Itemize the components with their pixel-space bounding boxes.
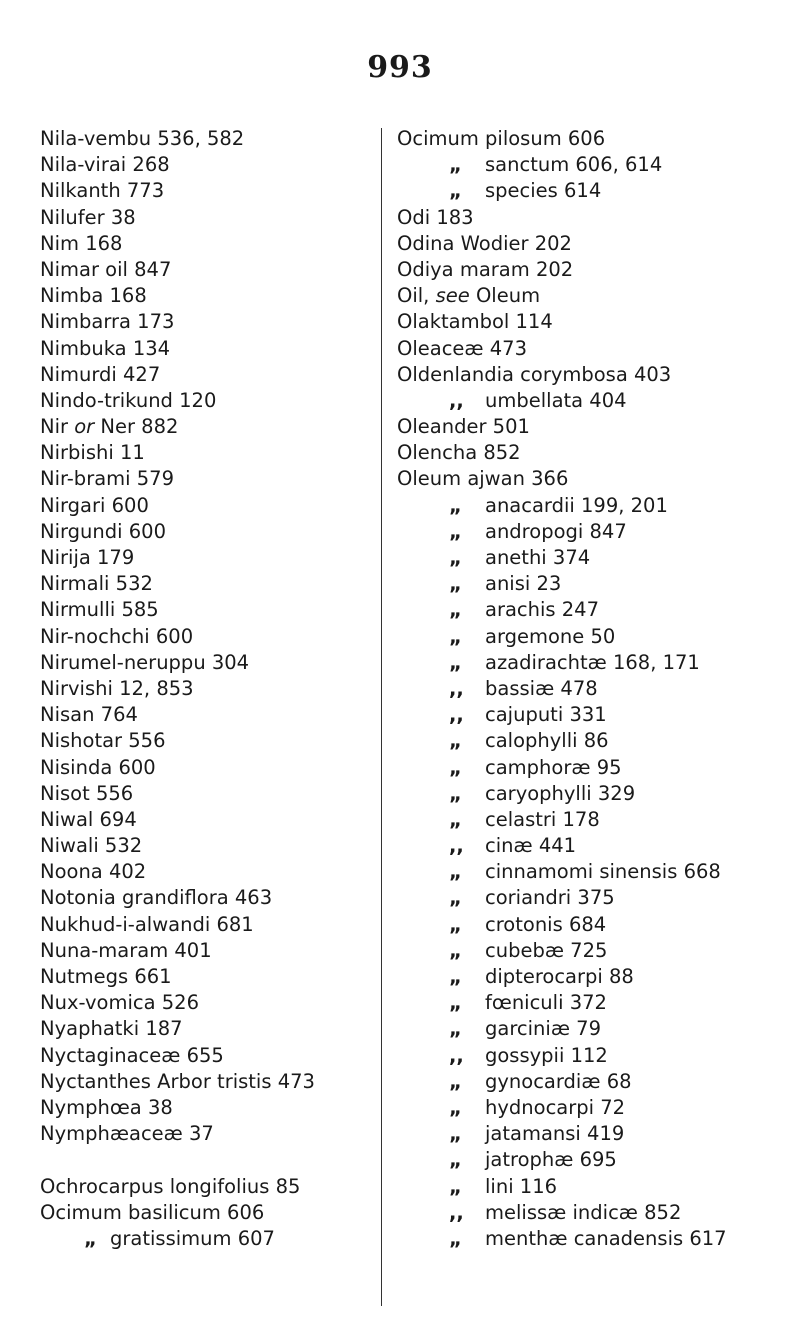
index-entry bbox=[40, 178, 380, 204]
index-entry bbox=[40, 466, 380, 492]
entry-text: Nymphæaceæ 37 bbox=[40, 1122, 214, 1146]
index-entry bbox=[40, 205, 380, 231]
entry-text: Notonia grandiflora 463 bbox=[40, 886, 273, 910]
entry-text: Nilufer 38 bbox=[40, 205, 136, 229]
ditto-mark: „ bbox=[449, 912, 462, 936]
entry-text: Nyctaginaceæ 655 bbox=[40, 1043, 224, 1067]
entry-text: Odiya maram 202 bbox=[397, 257, 574, 281]
entry-text: fœniculi 372 bbox=[485, 991, 607, 1015]
entry-text: Nim 168 bbox=[40, 231, 123, 255]
entry-text: argemone 50 bbox=[485, 624, 616, 648]
entry-text: Nirumel-neruppu 304 bbox=[40, 650, 250, 674]
entry-text: Oleaceæ 473 bbox=[397, 336, 527, 360]
index-entry bbox=[40, 702, 380, 728]
entry-text: menthæ canadensis 617 bbox=[485, 1226, 727, 1250]
index-entry bbox=[40, 1069, 380, 1095]
index-entry bbox=[397, 1174, 797, 1200]
entry-text: gratissimum 607 bbox=[110, 1226, 275, 1250]
entry-text: Nisan 764 bbox=[40, 703, 138, 727]
entry-text: melissæ indicæ 852 bbox=[485, 1200, 682, 1224]
ditto-mark: „ bbox=[449, 179, 462, 203]
entry-text: Nymphœa 38 bbox=[40, 1095, 173, 1119]
entry-text: umbellata 404 bbox=[485, 388, 627, 412]
ditto-mark: „ bbox=[449, 1148, 462, 1172]
index-entry bbox=[397, 885, 797, 911]
ditto-mark: „ bbox=[449, 519, 462, 543]
entry-text: garciniæ 79 bbox=[485, 1017, 601, 1041]
index-entry bbox=[40, 545, 380, 571]
index-entry bbox=[397, 676, 797, 702]
entry-text: celastri 178 bbox=[485, 807, 600, 831]
index-entry bbox=[397, 1226, 797, 1252]
index-entry bbox=[397, 650, 797, 676]
index-entry bbox=[40, 859, 380, 885]
index-entry bbox=[397, 545, 797, 571]
ditto-mark: ,, bbox=[449, 834, 464, 858]
entry-text: Oleum ajwan 366 bbox=[397, 467, 569, 491]
entry-text: anethi 374 bbox=[485, 546, 591, 569]
entry-text: arachis 247 bbox=[485, 598, 599, 622]
index-entry bbox=[397, 755, 797, 781]
index-entry bbox=[40, 493, 380, 519]
entry-text: cubebæ 725 bbox=[485, 938, 608, 962]
entry-text: Nimurdi 427 bbox=[40, 362, 161, 386]
ditto-mark: „ bbox=[449, 624, 462, 648]
entry-text: jatamansi 419 bbox=[485, 1122, 625, 1146]
entry-text: crotonis 684 bbox=[485, 912, 607, 936]
index-column-right bbox=[397, 126, 797, 1252]
index-entry bbox=[40, 571, 380, 597]
index-entry bbox=[40, 152, 380, 178]
entry-text: calophylli 86 bbox=[485, 729, 609, 753]
entry-text: Nimbuka 134 bbox=[40, 336, 171, 360]
entry-text: anisi 23 bbox=[485, 572, 562, 596]
column-divider bbox=[381, 128, 382, 1306]
ditto-mark: „ bbox=[449, 781, 462, 805]
index-entry bbox=[397, 519, 797, 545]
index-entry bbox=[40, 624, 380, 650]
entry-text: Nuna-maram 401 bbox=[40, 938, 212, 962]
index-entry bbox=[40, 440, 380, 466]
ditto-mark: „ bbox=[449, 886, 462, 910]
entry-text: Oil, bbox=[397, 284, 436, 308]
entry-text: Nyaphatki 187 bbox=[40, 1017, 183, 1041]
ditto-mark: „ bbox=[449, 493, 462, 517]
entry-text: anacardii 199, 201 bbox=[485, 493, 668, 517]
index-entry bbox=[397, 702, 797, 728]
ditto-mark: „ bbox=[449, 807, 462, 831]
entry-text: Nyctanthes Arbor tristis 473 bbox=[40, 1069, 315, 1093]
entry-text: jatrophæ 695 bbox=[485, 1148, 617, 1172]
index-entry bbox=[40, 126, 380, 152]
ditto-mark: „ bbox=[449, 1174, 462, 1198]
ditto-mark: ,, bbox=[449, 1200, 464, 1224]
index-entry bbox=[397, 205, 797, 231]
entry-text: hydnocarpi 72 bbox=[485, 1095, 626, 1119]
index-entry bbox=[397, 781, 797, 807]
entry-text: Nimba 168 bbox=[40, 284, 147, 308]
index-entry bbox=[40, 388, 380, 414]
entry-text: azadirachtæ 168, 171 bbox=[485, 650, 700, 674]
index-entry bbox=[40, 781, 380, 807]
ditto-mark: „ bbox=[449, 729, 462, 753]
entry-text: Nir-brami 579 bbox=[40, 467, 174, 491]
index-entry bbox=[40, 1016, 380, 1042]
entry-text: Nirgundi 600 bbox=[40, 519, 166, 543]
index-entry bbox=[40, 309, 380, 335]
index-entry bbox=[397, 126, 797, 152]
index-entry bbox=[40, 519, 380, 545]
ditto-mark: ,, bbox=[449, 388, 464, 412]
ditto-mark: „ bbox=[449, 598, 462, 622]
index-entry bbox=[40, 676, 380, 702]
entry-text: Nir bbox=[40, 415, 75, 439]
index-column-left bbox=[40, 126, 380, 1252]
ditto-mark: ,, bbox=[449, 676, 464, 700]
index-entry bbox=[397, 493, 797, 519]
index-entry bbox=[397, 440, 797, 466]
entry-text: Odina Wodier 202 bbox=[397, 231, 572, 255]
index-entry bbox=[397, 1016, 797, 1042]
entry-text: Nilkanth 773 bbox=[40, 179, 165, 203]
entry-text: Nisot 556 bbox=[40, 781, 134, 805]
index-entry bbox=[40, 231, 380, 257]
entry-text: Nirija 179 bbox=[40, 546, 135, 569]
entry-text: Ocimum basilicum 606 bbox=[40, 1200, 265, 1224]
entry-text: Nutmegs 661 bbox=[40, 965, 172, 988]
entry-text: Noona 402 bbox=[40, 860, 147, 884]
index-entry bbox=[40, 336, 380, 362]
index-entry bbox=[40, 1095, 380, 1121]
ditto-mark: „ bbox=[449, 572, 462, 596]
index-entry bbox=[397, 152, 797, 178]
ditto-mark: „ bbox=[449, 860, 462, 884]
index-entry bbox=[40, 755, 380, 781]
index-entry bbox=[40, 414, 380, 440]
entry-italic-text: see bbox=[435, 284, 470, 308]
entry-text: Nirmulli 585 bbox=[40, 598, 159, 622]
entry-text: Nux-vomica 526 bbox=[40, 991, 199, 1015]
entry-text: coriandri 375 bbox=[485, 886, 615, 910]
index-entry bbox=[397, 283, 797, 309]
entry-text: Nila-virai 268 bbox=[40, 153, 170, 177]
ditto-mark: „ bbox=[449, 153, 462, 177]
index-entry bbox=[40, 362, 380, 388]
entry-text: Ner 882 bbox=[94, 415, 179, 439]
index-entry bbox=[397, 1200, 797, 1226]
index-entry bbox=[40, 283, 380, 309]
index-entry bbox=[40, 1200, 380, 1226]
ditto-mark: „ bbox=[449, 546, 462, 569]
ditto-mark: „ bbox=[449, 991, 462, 1015]
index-entry bbox=[397, 990, 797, 1016]
entry-text: Oleum bbox=[469, 284, 541, 308]
entry-text: Olaktambol 114 bbox=[397, 310, 553, 334]
entry-text: Nishotar 556 bbox=[40, 729, 166, 753]
index-entry bbox=[397, 414, 797, 440]
index-entry bbox=[397, 466, 797, 492]
index-entry bbox=[397, 1069, 797, 1095]
entry-text: Nirgari 600 bbox=[40, 493, 149, 517]
index-entry bbox=[40, 597, 380, 623]
index-entry bbox=[40, 807, 380, 833]
entry-text: species 614 bbox=[485, 179, 602, 203]
entry-text: Niwal 694 bbox=[40, 807, 137, 831]
entry-text: gynocardiæ 68 bbox=[485, 1069, 632, 1093]
index-entry bbox=[40, 990, 380, 1016]
entry-text: Oleander 501 bbox=[397, 415, 530, 439]
index-entry bbox=[397, 178, 797, 204]
entry-text: bassiæ 478 bbox=[485, 676, 598, 700]
index-entry bbox=[40, 650, 380, 676]
ditto-mark: „ bbox=[84, 1226, 97, 1250]
index-entry bbox=[397, 388, 797, 414]
entry-text: Nirmali 532 bbox=[40, 572, 153, 596]
ditto-mark: „ bbox=[449, 1226, 462, 1250]
entry-text: cajuputi 331 bbox=[485, 703, 607, 727]
entry-text: Ocimum pilosum 606 bbox=[397, 127, 606, 150]
entry-text: Nindo-trikund 120 bbox=[40, 388, 217, 412]
ditto-mark: „ bbox=[449, 1095, 462, 1119]
index-entry bbox=[397, 231, 797, 257]
index-entry bbox=[40, 257, 380, 283]
entry-text: caryophylli 329 bbox=[485, 781, 636, 805]
index-entry bbox=[40, 1226, 380, 1252]
index-entry bbox=[397, 1121, 797, 1147]
entry-text: Nimar oil 847 bbox=[40, 257, 172, 281]
index-entry bbox=[397, 624, 797, 650]
ditto-mark: „ bbox=[449, 1122, 462, 1146]
ditto-mark: ,, bbox=[449, 1043, 464, 1067]
index-entry bbox=[397, 859, 797, 885]
index-entry bbox=[40, 938, 380, 964]
entry-text: sanctum 606, 614 bbox=[485, 153, 663, 177]
entry-text: camphoræ 95 bbox=[485, 755, 622, 779]
entry-text: Nila-vembu 536, 582 bbox=[40, 127, 245, 150]
index-entry bbox=[397, 912, 797, 938]
ditto-mark: „ bbox=[449, 755, 462, 779]
index-entry bbox=[397, 964, 797, 990]
entry-text: Oldenlandia corymbosa 403 bbox=[397, 362, 672, 386]
entry-text: Nukhud-i-alwandi 681 bbox=[40, 912, 254, 936]
index-entry bbox=[40, 1121, 380, 1147]
index-entry bbox=[397, 728, 797, 754]
index-entry bbox=[397, 336, 797, 362]
entry-text: dipterocarpi 88 bbox=[485, 965, 634, 988]
entry-text: Ochrocarpus longifolius 85 bbox=[40, 1174, 301, 1198]
entry-text: lini 116 bbox=[485, 1174, 558, 1198]
page-number: 993 bbox=[367, 50, 433, 85]
index-entry bbox=[40, 912, 380, 938]
index-entry bbox=[397, 1043, 797, 1069]
entry-text: Nisinda 600 bbox=[40, 755, 156, 779]
ditto-mark: „ bbox=[449, 938, 462, 962]
index-entry bbox=[397, 807, 797, 833]
index-entry bbox=[397, 362, 797, 388]
index-entry bbox=[397, 1095, 797, 1121]
entry-text: gossypii 112 bbox=[485, 1043, 608, 1067]
index-entry bbox=[397, 257, 797, 283]
entry-text: andropogi 847 bbox=[485, 519, 627, 543]
index-entry bbox=[40, 964, 380, 990]
entry-text: Niwali 532 bbox=[40, 834, 143, 858]
ditto-mark: „ bbox=[449, 965, 462, 988]
entry-text: Olencha 852 bbox=[397, 441, 521, 465]
index-entry bbox=[40, 885, 380, 911]
ditto-mark: „ bbox=[449, 1017, 462, 1041]
index-entry bbox=[397, 309, 797, 335]
index-entry bbox=[40, 833, 380, 859]
entry-text: Nir-nochchi 600 bbox=[40, 624, 194, 648]
entry-italic-text: or bbox=[74, 415, 95, 439]
entry-text: cinnamomi sinensis 668 bbox=[485, 860, 721, 884]
index-entry bbox=[397, 571, 797, 597]
entry-text: Nimbarra 173 bbox=[40, 310, 175, 334]
index-entry bbox=[397, 597, 797, 623]
entry-text: Odi 183 bbox=[397, 205, 474, 229]
entry-text: cinæ 441 bbox=[485, 834, 577, 858]
ditto-mark: „ bbox=[449, 650, 462, 674]
index-entry bbox=[40, 728, 380, 754]
index-entry bbox=[40, 1043, 380, 1069]
entry-text: Nirbishi 11 bbox=[40, 441, 145, 465]
entry-text: Nirvishi 12, 853 bbox=[40, 676, 194, 700]
index-entry bbox=[397, 833, 797, 859]
index-entry bbox=[40, 1174, 380, 1200]
index-entry bbox=[397, 938, 797, 964]
ditto-mark: „ bbox=[449, 1069, 462, 1093]
index-entry bbox=[397, 1147, 797, 1173]
ditto-mark: ,, bbox=[449, 703, 464, 727]
